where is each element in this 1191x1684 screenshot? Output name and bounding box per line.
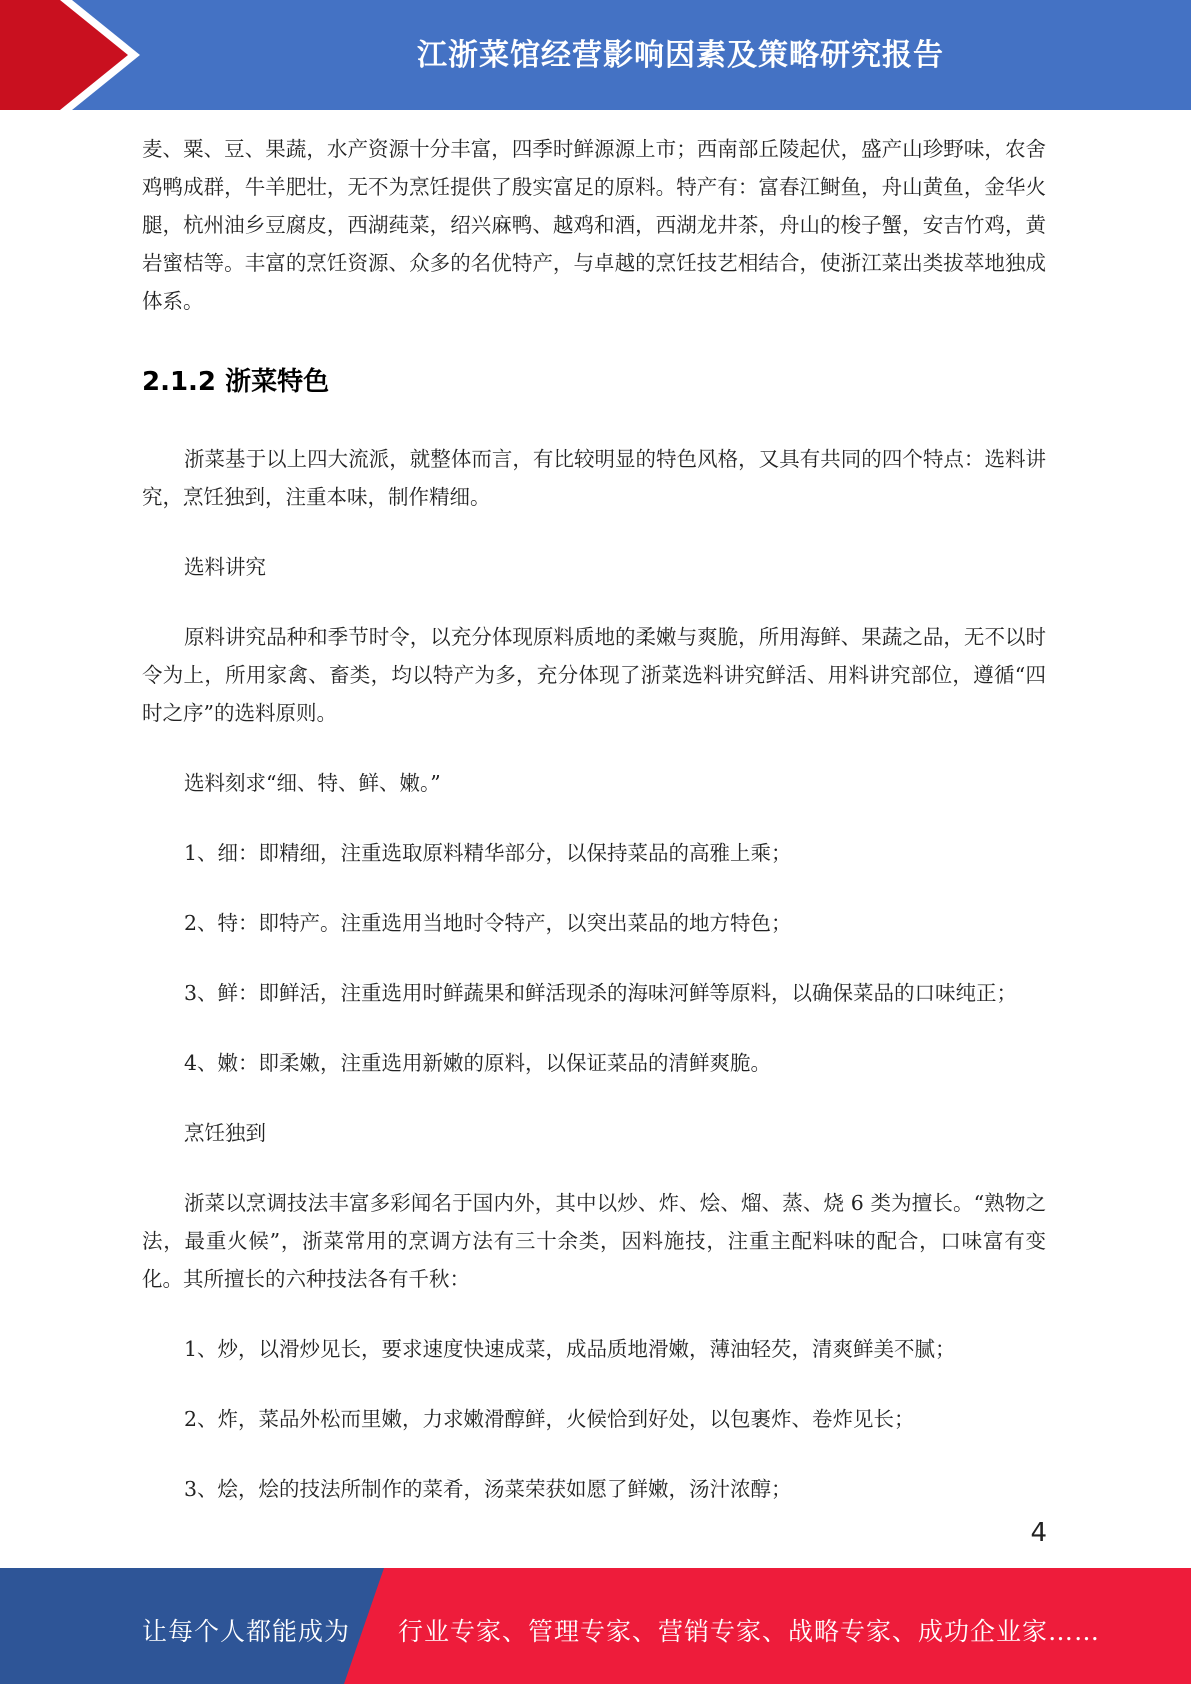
subheading-cooking: 烹饪独到: [184, 1121, 266, 1145]
paragraph-selection-rule: 选料刻求“细、特、鲜、嫩。”: [184, 771, 441, 795]
list-item-fresh: 3、鲜：即鲜活，注重选用时鲜蔬果和鲜活现杀的海味河鲜等原料，以确保菜品的口味纯正；: [184, 981, 1018, 1005]
paragraph-ingredients: 麦、粟、豆、果蔬，水产资源十分丰富，四季时鲜源源上市；西南部丘陵起伏，盛产山珍野味，农舍鸡鸭成群，牛羊肥壮，无不为烹饪提供了殷实富足的原料。特产有：富春江鲥鱼，舟山黄鱼，金华火腿，杭州油乡豆腐皮，西湖莼菜，绍兴麻鸭、越鸡和酒，西湖龙井茶，舟山的梭子蟹，安吉竹鸡，黄岩蜜桔等。丰富的烹饪资源、众多的名优特产，与卓越的烹饪技艺相结合，使浙江菜出类拔萃地独成体系。: [142, 137, 1046, 313]
paragraph-cooking: 浙菜以烹调技法丰富多彩闻名于国内外，其中以炒、炸、烩、熘、蒸、烧 6 类为擅长。“熟物之法，最重火候”，浙菜常用的烹调方法有三十余类，因料施技，注重主配料味的配合，口味富有变化。其所擅长的六种技法各有千秋：: [142, 1191, 1046, 1291]
list-item-fine: 1、细：即精细，注重选取原料精华部分，以保持菜品的高雅上乘；: [184, 841, 792, 865]
section-heading: 2.1.2 浙菜特色: [142, 367, 330, 397]
paragraph-features: 浙菜基于以上四大流派，就整体而言，有比较明显的特色风格，又具有共同的四个特点：选料讲究，烹饪独到，注重本味，制作精细。: [142, 447, 1046, 509]
report-title: 江浙菜馆经营影响因素及策略研究报告: [417, 38, 944, 73]
list-item-deep-fry: 2、炸，菜品外松而里嫩，力求嫩滑醇鲜，火候恰到好处，以包裹炸、卷炸见长；: [184, 1407, 915, 1431]
footer-slogan-left: 让每个人都能成为: [142, 1617, 351, 1646]
page-content: [142, 130, 1046, 1508]
subheading-selection: 选料讲究: [184, 555, 266, 579]
footer-slogan-right: 行业专家、管理专家、营销专家、战略专家、成功企业家……: [398, 1617, 1101, 1646]
page-number: 4: [1030, 1518, 1047, 1548]
list-item-tender: 4、嫩：即柔嫩，注重选用新嫩的原料，以保证菜品的清鲜爽脆。: [184, 1051, 772, 1075]
list-item-stir-fry: 1、炒，以滑炒见长，要求速度快速成菜，成品质地滑嫩，薄油轻芡，清爽鲜美不腻；: [184, 1337, 956, 1361]
list-item-special: 2、特：即特产。注重选用当地时令特产，以突出菜品的地方特色；: [184, 911, 792, 935]
list-item-braise: 3、烩，烩的技法所制作的菜肴，汤菜荣获如愿了鲜嫩，汤汁浓醇；: [184, 1477, 792, 1501]
page-header: [0, 0, 1191, 110]
page-footer: [0, 1568, 1191, 1684]
paragraph-selection: 原料讲究品种和季节时令，以充分体现原料质地的柔嫩与爽脆，所用海鲜、果蔬之品，无不以时令为上，所用家禽、畜类，均以特产为多，充分体现了浙菜选料讲究鲜活、用料讲究部位，遵循“四时之序”的选料原则。: [142, 625, 1046, 725]
